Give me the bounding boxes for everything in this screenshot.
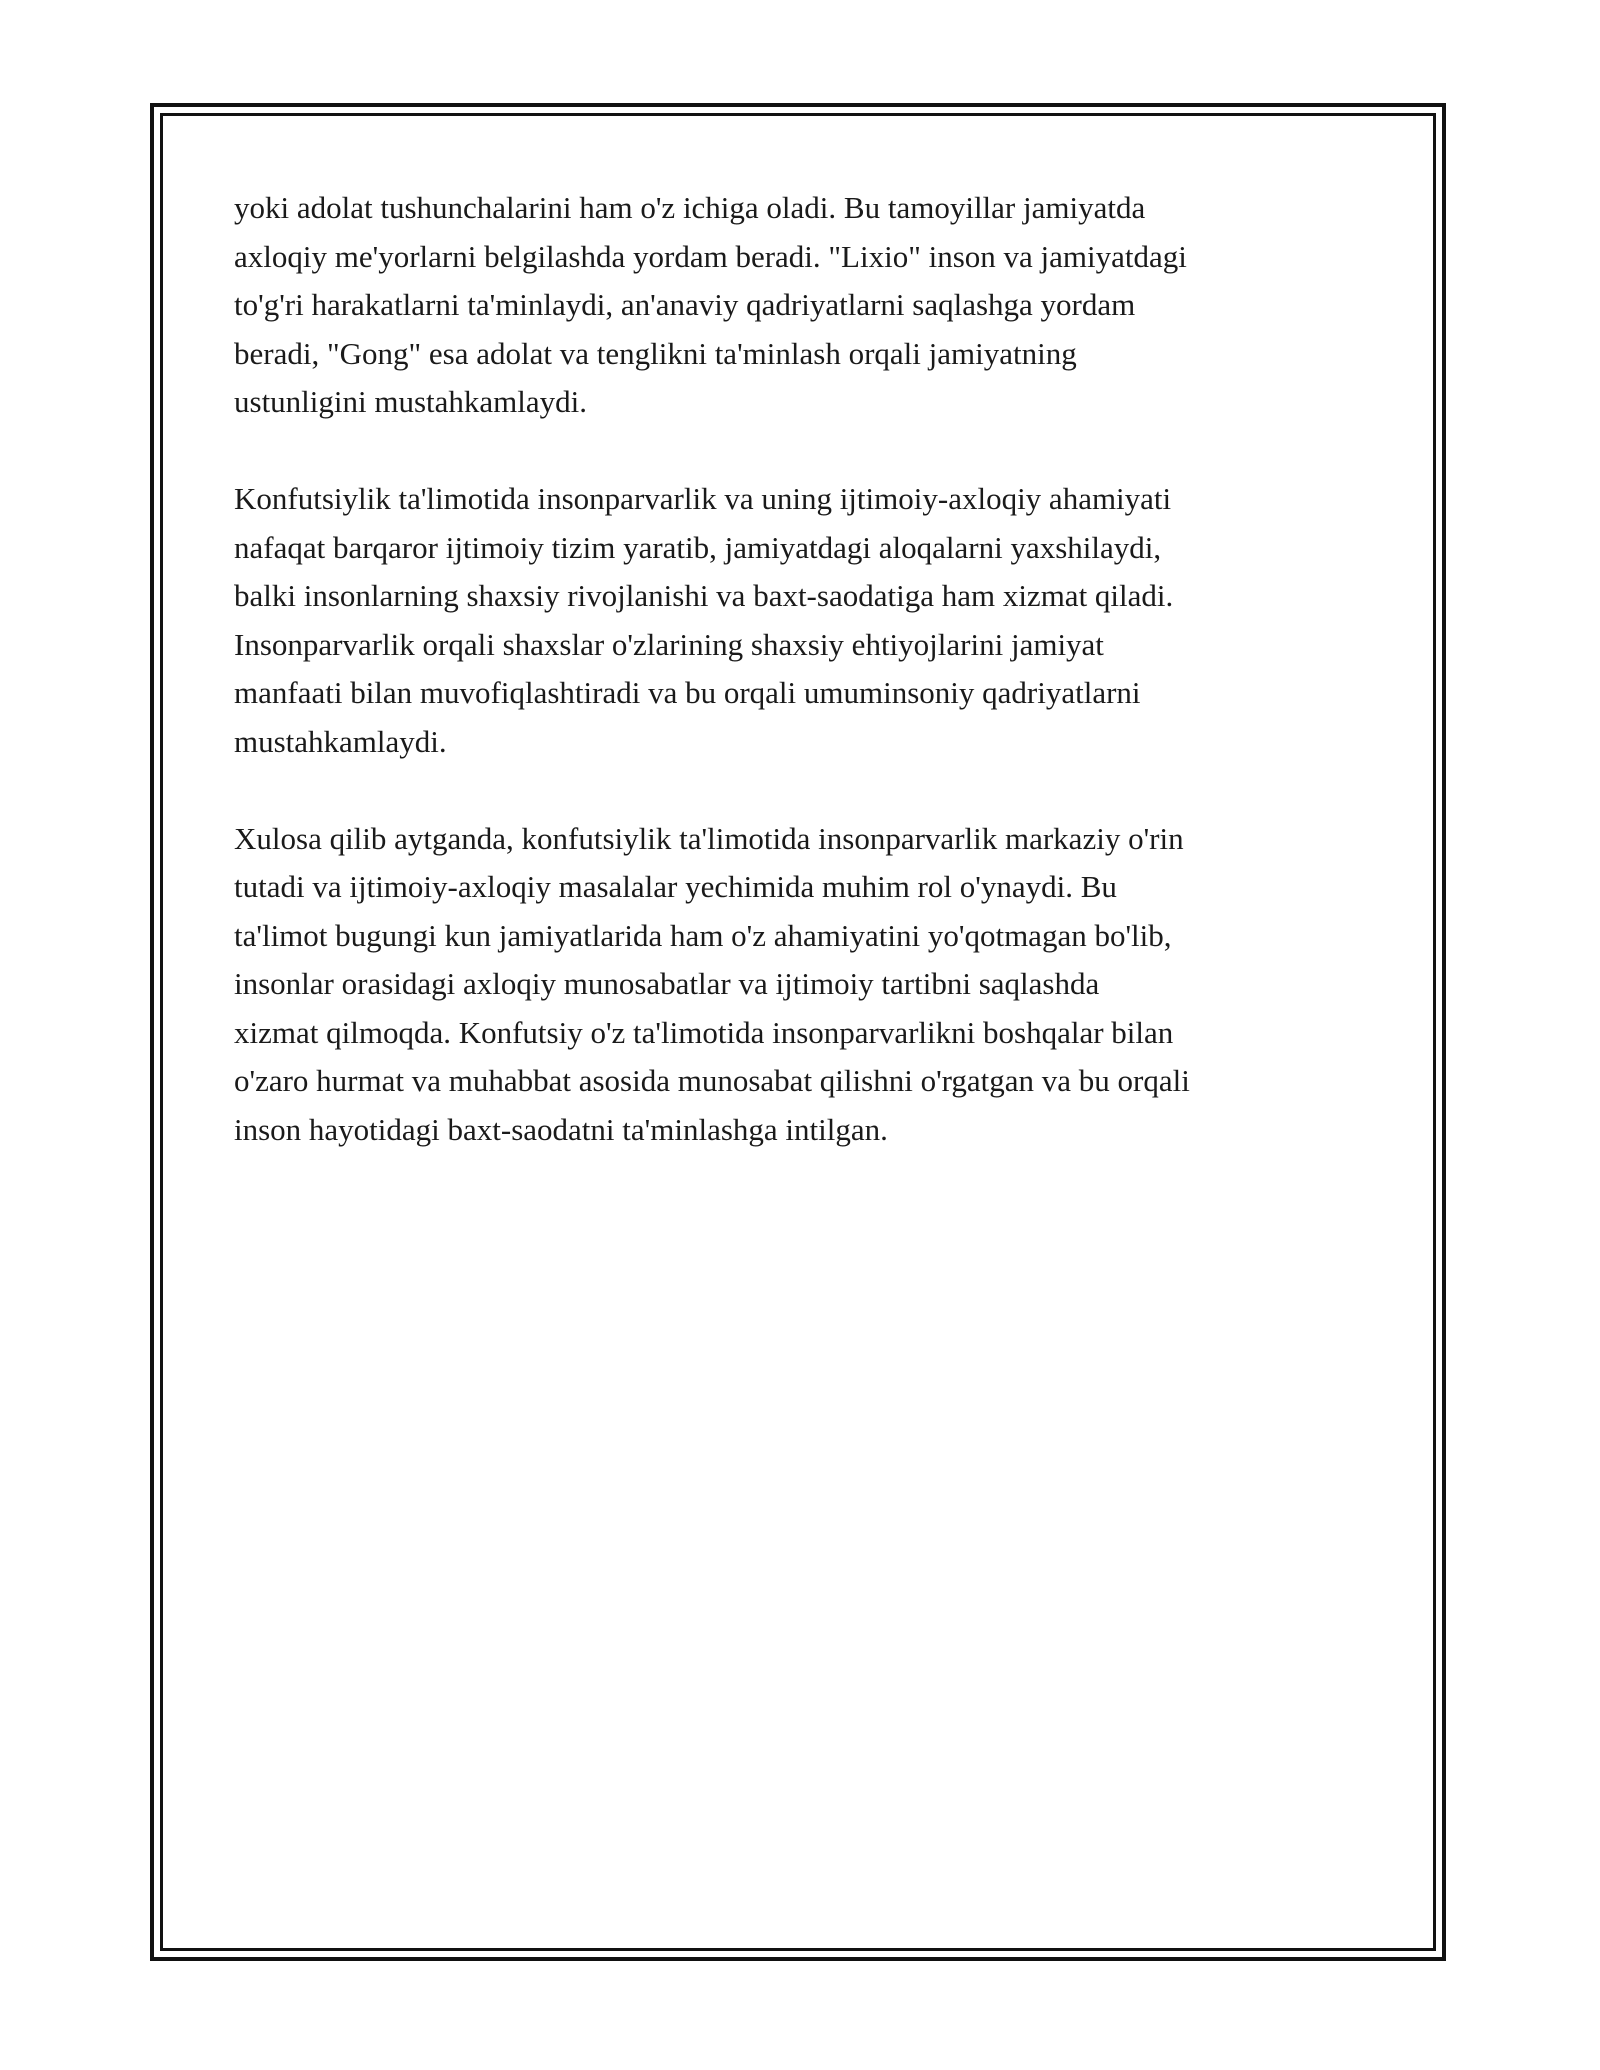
paragraph-1: yoki adolat tushunchalarini ham o'z ichiga oladi. Bu tamoyillar jamiyatda axloqiy me'yorlarni belgilashda yordam beradi. "Lixio" inson va jamiyatdagi to'g'ri harakatlarni ta'minlaydi, an'anaviy qadriyatlarni saqlashga yordam beradi, "Gong" esa adolat va tenglikni ta'minlash orqali jamiyatning ustunligini mustahkamlaydi. [234,190,1187,419]
paragraph-2: Konfutsiylik ta'limotida insonparvarlik va uning ijtimoiy-axloqiy ahamiyati nafaqat barqaror ijtimoiy tizim yaratib, jamiyatdagi aloqalarni yaxshilaydi, balki insonlarning shaxsiy rivojlanishi va baxt-saodatiga ham xizmat qiladi. Insonparvarlik orqali shaxslar o'zlarining shaxsiy ehtiyojlarini jamiyat manfaati bilan muvofiqlashtiradi va bu orqali umuminsoniy qadriyatlarni mustahkamlaydi. [234,481,1174,759]
paragraph-3: Xulosa qilib aytganda, konfutsiylik ta'limotida insonparvarlik markaziy o'rin tutadi va ijtimoiy-axloqiy masalalar yechimida muhim rol o'ynaydi. Bu ta'limot bugungi kun jamiyatlarida ham o'z ahamiyatini yo'qotmagan bo'lib, insonlar orasidagi axloqiy munosabatlar va ijtimoiy tartibni saqlashda xizmat qilmoqda. Konfutsiy o'z ta'limotida insonparvarlikni boshqalar bilan o'zaro hurmat va muhabbat asosida munosabat qilishni o'rgatgan va bu orqali inson hayotidagi baxt-saodatni ta'minlashga intilgan. [234,820,1190,1147]
document-body [234,184,1374,1203]
